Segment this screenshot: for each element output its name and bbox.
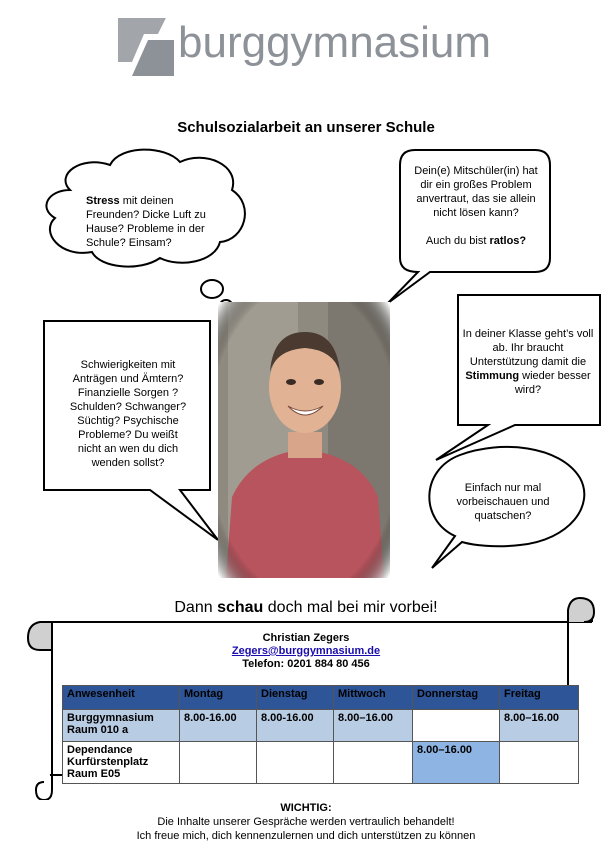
notice-title: WICHTIG: — [280, 802, 332, 814]
row-location: Burggymnasium Raum 010 a — [63, 710, 180, 742]
table-cell: 8.00–16.00 — [413, 742, 500, 784]
quatschen-bubble-text: Einfach nur mal vorbeischauen und quatschen? — [456, 482, 550, 522]
stress-bubble-text: Stress mit deinen Freunden? Dicke Luft zu Hause? Probleme in der Schule? Einsam? — [86, 195, 206, 249]
table-row — [63, 710, 579, 742]
contact-phone: Telefon: 0201 884 80 456 — [242, 658, 370, 670]
notice-line-2: Ich freue mich, dich kennenzulernen und dich unterstützen zu können — [136, 830, 476, 842]
call-to-action: Dann schau doch mal bei mir vorbei! — [174, 599, 438, 616]
schedule-table — [62, 685, 579, 784]
table-cell — [413, 710, 500, 742]
page-title: Schulsozialarbeit an unserer Schule — [177, 119, 435, 136]
table-cell — [334, 742, 413, 784]
row-location: Dependance Kurfürstenplatz Raum E05 — [63, 742, 180, 784]
header-mittwoch: Mittwoch — [334, 686, 413, 710]
schedule-header-row — [63, 686, 579, 710]
contact-name: Christian Zegers — [262, 632, 350, 644]
header-dienstag: Dienstag — [257, 686, 334, 710]
table-cell: 8.00–16.00 — [500, 710, 579, 742]
table-cell — [257, 742, 334, 784]
table-row — [63, 742, 579, 784]
table-cell: 8.00–16.00 — [334, 710, 413, 742]
header-freitag: Freitag — [500, 686, 579, 710]
contact-email-link[interactable]: Zegers@burggymnasium.de — [231, 645, 381, 657]
header-montag: Montag — [180, 686, 257, 710]
table-cell — [180, 742, 257, 784]
header-donnerstag: Donnerstag — [413, 686, 500, 710]
header-anwesenheit: Anwesenheit — [63, 686, 180, 710]
table-cell — [500, 742, 579, 784]
thought-dot-large — [201, 280, 223, 298]
logo-wordmark: burggymnasium — [178, 18, 492, 67]
schwierigkeiten-bubble-text: Schwierigkeiten mit Anträgen und Ämtern? Finanzielle Sorgen ? Schulden? Schwanger? Süchtig? Psychische Probleme? Du weißt nicht an wen du dich wenden sollst? — [69, 359, 187, 469]
table-cell: 8.00-16.00 — [180, 710, 257, 742]
klasse-bubble-text: In deiner Klasse geht’s voll ab. Ihr braucht Unterstützung damit die Stimmung wieder besser wird? — [462, 328, 594, 396]
counselor-photo — [218, 302, 390, 578]
mitschueler-bubble-text: Dein(e) Mitschüler(in) hat dir ein großes Problem anvertraut, das sie allein nicht lösen kann? Auch du bist ratlos? — [414, 165, 538, 247]
notice-line-1: Die Inhalte unserer Gespräche werden vertraulich behandelt! — [157, 816, 455, 828]
table-cell: 8.00-16.00 — [257, 710, 334, 742]
